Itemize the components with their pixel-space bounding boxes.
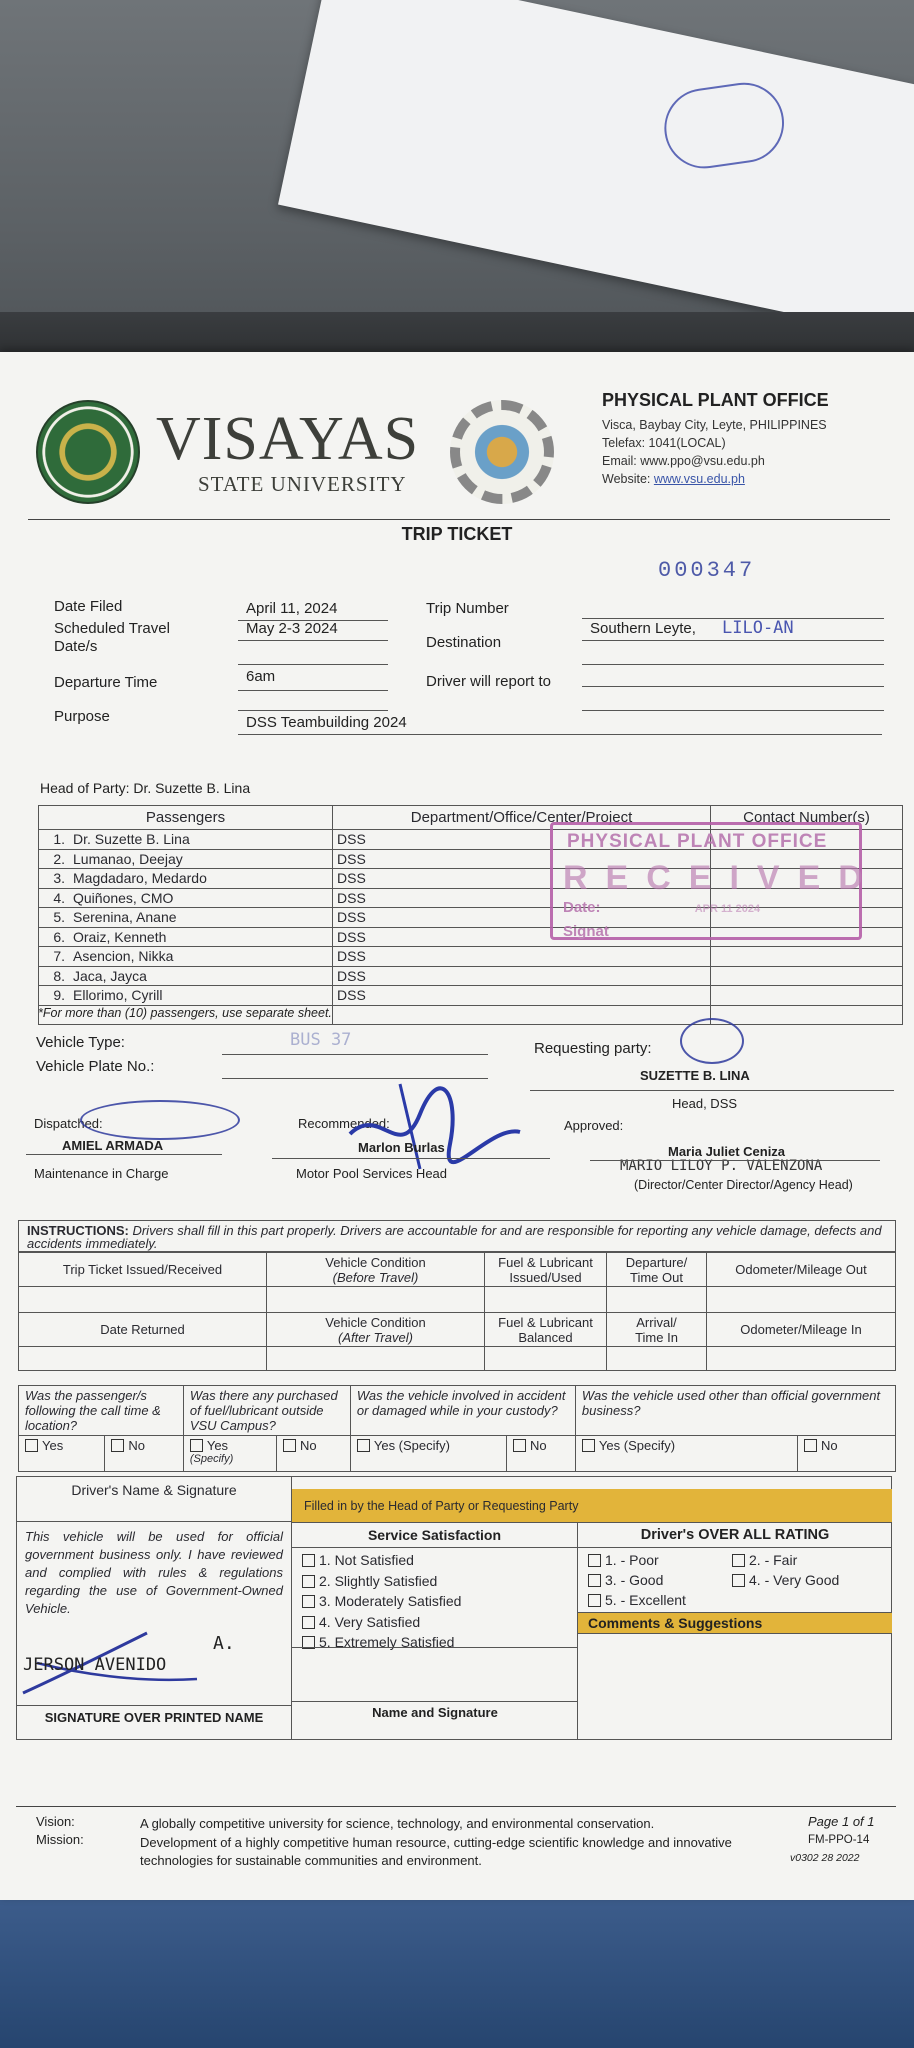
passenger-name-cell xyxy=(39,947,333,967)
question-unofficial-use: Was the vehicle used other than official government business? xyxy=(575,1386,895,1436)
vehicle-type-line xyxy=(222,1054,488,1055)
approved-label: Approved: xyxy=(564,1118,624,1133)
dispatched-label: Dispatched: xyxy=(34,1116,103,1131)
driver-sig-label: SIGNATURE OVER PRINTED NAME xyxy=(17,1705,291,1725)
stamp-received: RECEIVED xyxy=(563,859,881,897)
driver-declaration: This vehicle will be used for official government business only. I have reviewed and complied with rules & regulations regarding the use of Government-Owned Vehicle. xyxy=(17,1521,291,1624)
university-name: VISAYAS xyxy=(156,405,420,473)
vision-label: Vision: xyxy=(36,1814,75,1829)
stamp-date-label: Date: xyxy=(563,899,601,916)
departure-line xyxy=(238,690,388,691)
fuel-balanced xyxy=(485,1313,607,1347)
passenger-dept-cell: DSS xyxy=(333,927,711,947)
purpose-value: DSS Teambuilding 2024 xyxy=(246,714,407,731)
passenger-dept-cell: DSS xyxy=(333,947,711,967)
passenger-number: 9. xyxy=(53,987,65,1004)
stamp-office: PHYSICAL PLANT OFFICE xyxy=(567,831,828,852)
q3-no-checkbox[interactable] xyxy=(513,1439,526,1452)
service-label: 5. Extremely Satisfied xyxy=(319,1634,455,1650)
stamp-signature: Signat xyxy=(563,923,609,940)
vehicle-plate-label: Vehicle Plate No.: xyxy=(36,1058,155,1075)
rating-head: Driver's OVER ALL RATING xyxy=(578,1523,892,1548)
requesting-label: Requesting party: xyxy=(534,1040,652,1057)
blank-cell xyxy=(607,1287,707,1313)
ppo-gear-logo-icon xyxy=(450,400,554,504)
vehicle-condition-after xyxy=(267,1313,485,1347)
mission-label: Mission: xyxy=(36,1832,84,1847)
passenger-dept-cell: DSS xyxy=(333,888,711,908)
driver-signature-panel xyxy=(17,1477,292,1739)
q4-no xyxy=(798,1436,896,1472)
fuel-balanced-label: Fuel & Lubricant xyxy=(498,1314,593,1330)
passenger-name: Quiñones, CMO xyxy=(73,889,174,906)
service-checkbox[interactable] xyxy=(302,1575,315,1588)
instructions-header xyxy=(18,1220,896,1252)
recommended-title: Motor Pool Services Head xyxy=(296,1166,448,1181)
service-label: 4. Very Satisfied xyxy=(319,1613,421,1630)
arrival-label: Arrival/ xyxy=(636,1314,677,1330)
purpose-line xyxy=(238,734,882,735)
vision-text: A globally competitive university for science, technology, and environmental conservation. xyxy=(140,1816,655,1831)
requesting-title: Head, DSS xyxy=(672,1096,738,1111)
col-passengers: Passengers xyxy=(39,806,333,830)
office-address xyxy=(602,416,827,488)
questions-table xyxy=(18,1385,896,1472)
passenger-dept-cell: DSS xyxy=(333,966,711,986)
passenger-name: Jaca, Jayca xyxy=(73,967,147,984)
blank-cell xyxy=(19,1287,267,1313)
q4-no-checkbox[interactable] xyxy=(804,1439,817,1452)
driver-report-label: Driver will report to xyxy=(426,673,552,690)
name-sig-line xyxy=(292,1701,578,1702)
service-label: 1. Not Satisfied xyxy=(319,1552,414,1568)
dispatched-title: Maintenance in Charge xyxy=(34,1166,169,1181)
blank-cell xyxy=(707,1287,896,1313)
q2-no xyxy=(276,1436,350,1472)
ticket-title: TRIP TICKET xyxy=(401,524,513,544)
passenger-number: 6. xyxy=(53,928,65,945)
q1-yes-checkbox[interactable] xyxy=(25,1439,38,1452)
fuel-issued-sub: Issued/Used xyxy=(509,1269,582,1285)
blank-cell xyxy=(485,1287,607,1313)
time-in: Time In xyxy=(635,1329,678,1345)
rating-excellent xyxy=(588,1590,686,1610)
service-checkbox[interactable] xyxy=(302,1616,315,1629)
driver-head: Driver's Name & Signature xyxy=(71,1482,237,1498)
destination-line xyxy=(582,640,884,641)
service-list xyxy=(292,1548,577,1655)
rating-poor xyxy=(588,1550,659,1570)
rating-very-good-label: 4. - Very Good xyxy=(749,1572,840,1588)
q1-no xyxy=(105,1436,184,1472)
website-label: Website: xyxy=(602,472,654,486)
time-out: Time Out xyxy=(630,1269,683,1285)
service-option xyxy=(302,1550,567,1571)
trip-ticket-issued: Trip Ticket Issued/Received xyxy=(19,1253,267,1287)
vehicle-type-value: BUS 37 xyxy=(290,1030,352,1050)
comments-head: Comments & Suggestions xyxy=(578,1612,892,1634)
driver-name-handwritten: JERSON AVENIDO xyxy=(23,1655,167,1675)
col-contact: Contact Number(s) xyxy=(711,806,903,830)
header-divider xyxy=(28,519,890,520)
service-option xyxy=(302,1591,567,1612)
arrival-time-in xyxy=(607,1313,707,1347)
page-number: Page 1 of 1 xyxy=(808,1814,875,1829)
requesting-name: SUZETTE B. LINA xyxy=(640,1068,750,1083)
odometer-in: Odometer/Mileage In xyxy=(707,1313,896,1347)
telefax-line: Telefax: 1041(LOCAL) xyxy=(602,436,726,450)
passenger-note: *For more than (10) passengers, use separate sheet. xyxy=(38,1006,332,1020)
departure-time-out xyxy=(607,1253,707,1287)
fuel-balanced-sub: Balanced xyxy=(518,1329,573,1345)
rating-fair xyxy=(732,1550,797,1570)
after-travel: (After Travel) xyxy=(338,1329,413,1345)
destination-value: Southern Leyte, xyxy=(590,620,696,637)
purpose-line-top xyxy=(238,710,388,711)
rating-good-label: 3. - Good xyxy=(605,1572,664,1588)
mission-text: Development of a highly competitive human resource, cutting-edge scientific knowledge and innovative technologies for sustainable communities and environment. xyxy=(140,1835,732,1868)
passenger-number: 4. xyxy=(53,889,65,906)
date-filed-value: April 11, 2024 xyxy=(246,600,338,617)
service-option xyxy=(302,1612,567,1633)
instructions-label: INSTRUCTIONS: xyxy=(27,1223,129,1238)
q1-no-checkbox[interactable] xyxy=(111,1439,124,1452)
service-checkbox[interactable] xyxy=(302,1595,315,1608)
q2-yes-checkbox[interactable] xyxy=(190,1439,203,1452)
service-option xyxy=(302,1632,567,1653)
question-fuel-purchase: Was there any purchased of fuel/lubricant outside VSU Campus? xyxy=(183,1386,350,1436)
passenger-number: 7. xyxy=(53,948,65,965)
vsu-seal-icon xyxy=(36,400,140,504)
fuel-issued-label: Fuel & Lubricant xyxy=(498,1254,593,1270)
passenger-name: Oraiz, Kenneth xyxy=(73,928,167,945)
passenger-contact-cell xyxy=(711,947,903,967)
university-subtitle: STATE UNIVERSITY xyxy=(198,472,407,496)
scheduled-value: May 2-3 2024 xyxy=(246,620,338,637)
vehicle-type-label: Vehicle Type: xyxy=(36,1034,125,1051)
passenger-name-cell xyxy=(39,927,333,947)
rating-excellent-checkbox[interactable] xyxy=(588,1594,601,1607)
passenger-dept-cell: DSS xyxy=(333,830,711,850)
service-option xyxy=(302,1571,567,1592)
q3-yes xyxy=(350,1436,506,1472)
scheduled-label: Scheduled Travel Date/s xyxy=(54,620,170,655)
q2-no-checkbox[interactable] xyxy=(283,1439,296,1452)
passenger-name-cell xyxy=(39,888,333,908)
q2-specify: (Specify) xyxy=(189,1453,234,1465)
recommended-line xyxy=(272,1158,550,1159)
passenger-name-cell xyxy=(39,869,333,889)
departure-value: 6am xyxy=(246,668,276,685)
passenger-dept-cell: DSS xyxy=(333,869,711,889)
vehicle-condition-after-label: Vehicle Condition xyxy=(325,1314,426,1330)
q3-yes-checkbox[interactable] xyxy=(357,1439,370,1452)
address-line: Visca, Baybay City, Leyte, PHILIPPINES xyxy=(602,418,827,432)
name-sig-label: Name and Signature xyxy=(372,1705,498,1720)
odometer-out: Odometer/Mileage Out xyxy=(707,1253,896,1287)
passenger-dept-cell xyxy=(333,1005,711,1025)
rating-poor-checkbox[interactable] xyxy=(588,1554,601,1567)
service-satisfaction-panel xyxy=(292,1523,578,1739)
q4-no-label: No xyxy=(821,1438,838,1453)
stamp-date xyxy=(563,899,760,916)
rating-good xyxy=(588,1570,663,1590)
q4-yes xyxy=(575,1436,797,1472)
recommended-signature-icon xyxy=(340,1074,530,1174)
instructions-block xyxy=(18,1220,896,1371)
rating-poor-label: 1. - Poor xyxy=(605,1552,659,1568)
form-version: v0302 28 2022 xyxy=(790,1852,860,1864)
passenger-number: 2. xyxy=(53,850,65,867)
website-link[interactable]: www.vsu.edu.ph xyxy=(653,472,745,486)
rating-very-good-checkbox[interactable] xyxy=(732,1574,745,1587)
approved-name: Maria Juliet Ceniza xyxy=(668,1144,786,1159)
passenger-contact-cell xyxy=(711,986,903,1006)
date-filed-label: Date Filed xyxy=(54,598,123,615)
before-travel: (Before Travel) xyxy=(332,1269,419,1285)
filled-by-banner: Filled in by the Head of Party or Requesting Party xyxy=(292,1489,892,1523)
email-line: Email: www.ppo@vsu.edu.ph xyxy=(602,454,765,468)
requesting-signature-icon xyxy=(680,1018,744,1064)
question-call-time: Was the passenger/s following the call time & location? xyxy=(19,1386,184,1436)
rating-fair-label: 2. - Fair xyxy=(749,1552,798,1568)
head-of-party: Head of Party: Dr. Suzette B. Lina xyxy=(40,780,251,796)
table-row xyxy=(39,986,903,1006)
passenger-name: Dr. Suzette B. Lina xyxy=(73,831,190,848)
passenger-name: Asencion, Nikka xyxy=(73,948,174,965)
passenger-name: Magdadaro, Medardo xyxy=(73,870,207,887)
passenger-name-cell xyxy=(39,830,333,850)
blank-cell xyxy=(267,1287,485,1313)
service-label: 2. Slightly Satisfied xyxy=(319,1572,438,1589)
q1-yes-label: Yes xyxy=(42,1438,64,1453)
destination-line-2 xyxy=(582,664,884,665)
approved-title: (Director/Center Director/Agency Head) xyxy=(634,1178,853,1192)
rating-options xyxy=(578,1548,892,1612)
passenger-number: 5. xyxy=(53,909,65,926)
blank-cell xyxy=(19,1347,267,1371)
driver-section xyxy=(16,1476,892,1740)
stamp-date-value: APR 11 2024 xyxy=(694,903,761,915)
dispatched-signature-icon xyxy=(80,1100,240,1140)
passenger-number: 3. xyxy=(53,870,65,887)
rating-good-checkbox[interactable] xyxy=(588,1574,601,1587)
driver-report-line xyxy=(582,686,884,687)
passenger-contact-cell xyxy=(711,966,903,986)
q2-yes xyxy=(183,1436,276,1472)
q4-yes-label: Yes (Specify) xyxy=(598,1438,676,1453)
service-head: Service Satisfaction xyxy=(292,1523,577,1548)
service-divider xyxy=(292,1647,578,1648)
vehicle-condition-before-label: Vehicle Condition xyxy=(325,1254,426,1270)
passenger-dept-cell: DSS xyxy=(333,908,711,928)
fuel-issued xyxy=(485,1253,607,1287)
service-checkbox[interactable] xyxy=(302,1554,315,1567)
q4-yes-checkbox[interactable] xyxy=(582,1439,595,1452)
trip-number-label: Trip Number xyxy=(426,600,509,617)
rating-fair-checkbox[interactable] xyxy=(732,1554,745,1567)
blue-surface xyxy=(0,1895,914,2048)
passenger-number: 8. xyxy=(53,967,65,984)
passenger-name-cell xyxy=(39,908,333,928)
recommended-label: Recommended: xyxy=(298,1116,390,1131)
dispatched-line xyxy=(26,1154,222,1155)
q2-yes-label: Yes xyxy=(206,1438,229,1453)
website-line xyxy=(602,470,827,488)
passenger-dept-cell: DSS xyxy=(333,986,711,1006)
q3-yes-label: Yes (Specify) xyxy=(373,1438,450,1453)
vehicle-condition-before xyxy=(267,1253,485,1287)
passenger-name-cell xyxy=(39,986,333,1006)
blank-cell xyxy=(707,1347,896,1371)
departure-label: Departure Time xyxy=(54,674,158,691)
purpose-label: Purpose xyxy=(54,708,110,725)
requesting-line xyxy=(530,1090,894,1091)
rating-very-good xyxy=(732,1570,839,1590)
passenger-name-cell xyxy=(39,966,333,986)
date-returned: Date Returned xyxy=(19,1313,267,1347)
scheduled-line-2 xyxy=(238,664,388,665)
q1-yes xyxy=(19,1436,105,1472)
approved-line xyxy=(590,1160,880,1161)
q1-no-label: No xyxy=(128,1438,145,1453)
blank-cell xyxy=(267,1347,485,1371)
trip-ticket-sheet xyxy=(0,352,914,1900)
passenger-name-cell xyxy=(39,849,333,869)
q3-no-label: No xyxy=(529,1438,547,1453)
ticket-number: 000347 xyxy=(658,558,756,583)
q2-no-label: No xyxy=(299,1438,317,1453)
office-name: PHYSICAL PLANT OFFICE xyxy=(602,390,829,410)
recommended-name: Marlon Burlas xyxy=(358,1140,445,1155)
driver-initial: A. xyxy=(213,1633,235,1654)
service-label: 3. Moderately Satisfied xyxy=(319,1593,462,1609)
destination-label: Destination xyxy=(426,634,502,651)
instructions-text: Drivers shall fill in this part properly. Drivers are accountable for and are responsible for reporting any vehicle damage, defects and accidents immediately. xyxy=(27,1223,882,1251)
passenger-name: Serenina, Anane xyxy=(73,909,177,926)
destination-handwritten: LILO-AN xyxy=(722,618,794,638)
rating-panel xyxy=(578,1523,892,1739)
dispatched-name: AMIEL ARMADA xyxy=(62,1138,164,1153)
blank-cell xyxy=(485,1347,607,1371)
passenger-dept-cell: DSS xyxy=(333,849,711,869)
passenger-contact-cell xyxy=(711,1005,903,1025)
rating-excellent-label: 5. - Excellent xyxy=(605,1592,686,1608)
table-row xyxy=(39,966,903,986)
passenger-name: Lumanao, Deejay xyxy=(73,850,183,867)
q3-no xyxy=(506,1436,575,1472)
passenger-number: 1. xyxy=(53,831,65,848)
passenger-name: Ellorimo, Cyrill xyxy=(73,987,163,1004)
trip-log-table xyxy=(18,1252,896,1371)
driver-report-line-2 xyxy=(582,710,884,711)
approved-handwritten: MARIO LILOY P. VALENZONA xyxy=(620,1158,823,1174)
departure-label-2: Departure/ xyxy=(625,1254,688,1270)
blank-cell xyxy=(607,1347,707,1371)
form-code: FM-PPO-14 xyxy=(808,1834,870,1846)
table-row xyxy=(39,947,903,967)
question-accident: Was the vehicle involved in accident or damaged while in your custody? xyxy=(350,1386,575,1436)
scheduled-line xyxy=(238,640,388,641)
received-stamp xyxy=(550,822,881,940)
footer-divider xyxy=(16,1806,896,1807)
col-department: Department/Office/Center/Project xyxy=(333,806,711,830)
